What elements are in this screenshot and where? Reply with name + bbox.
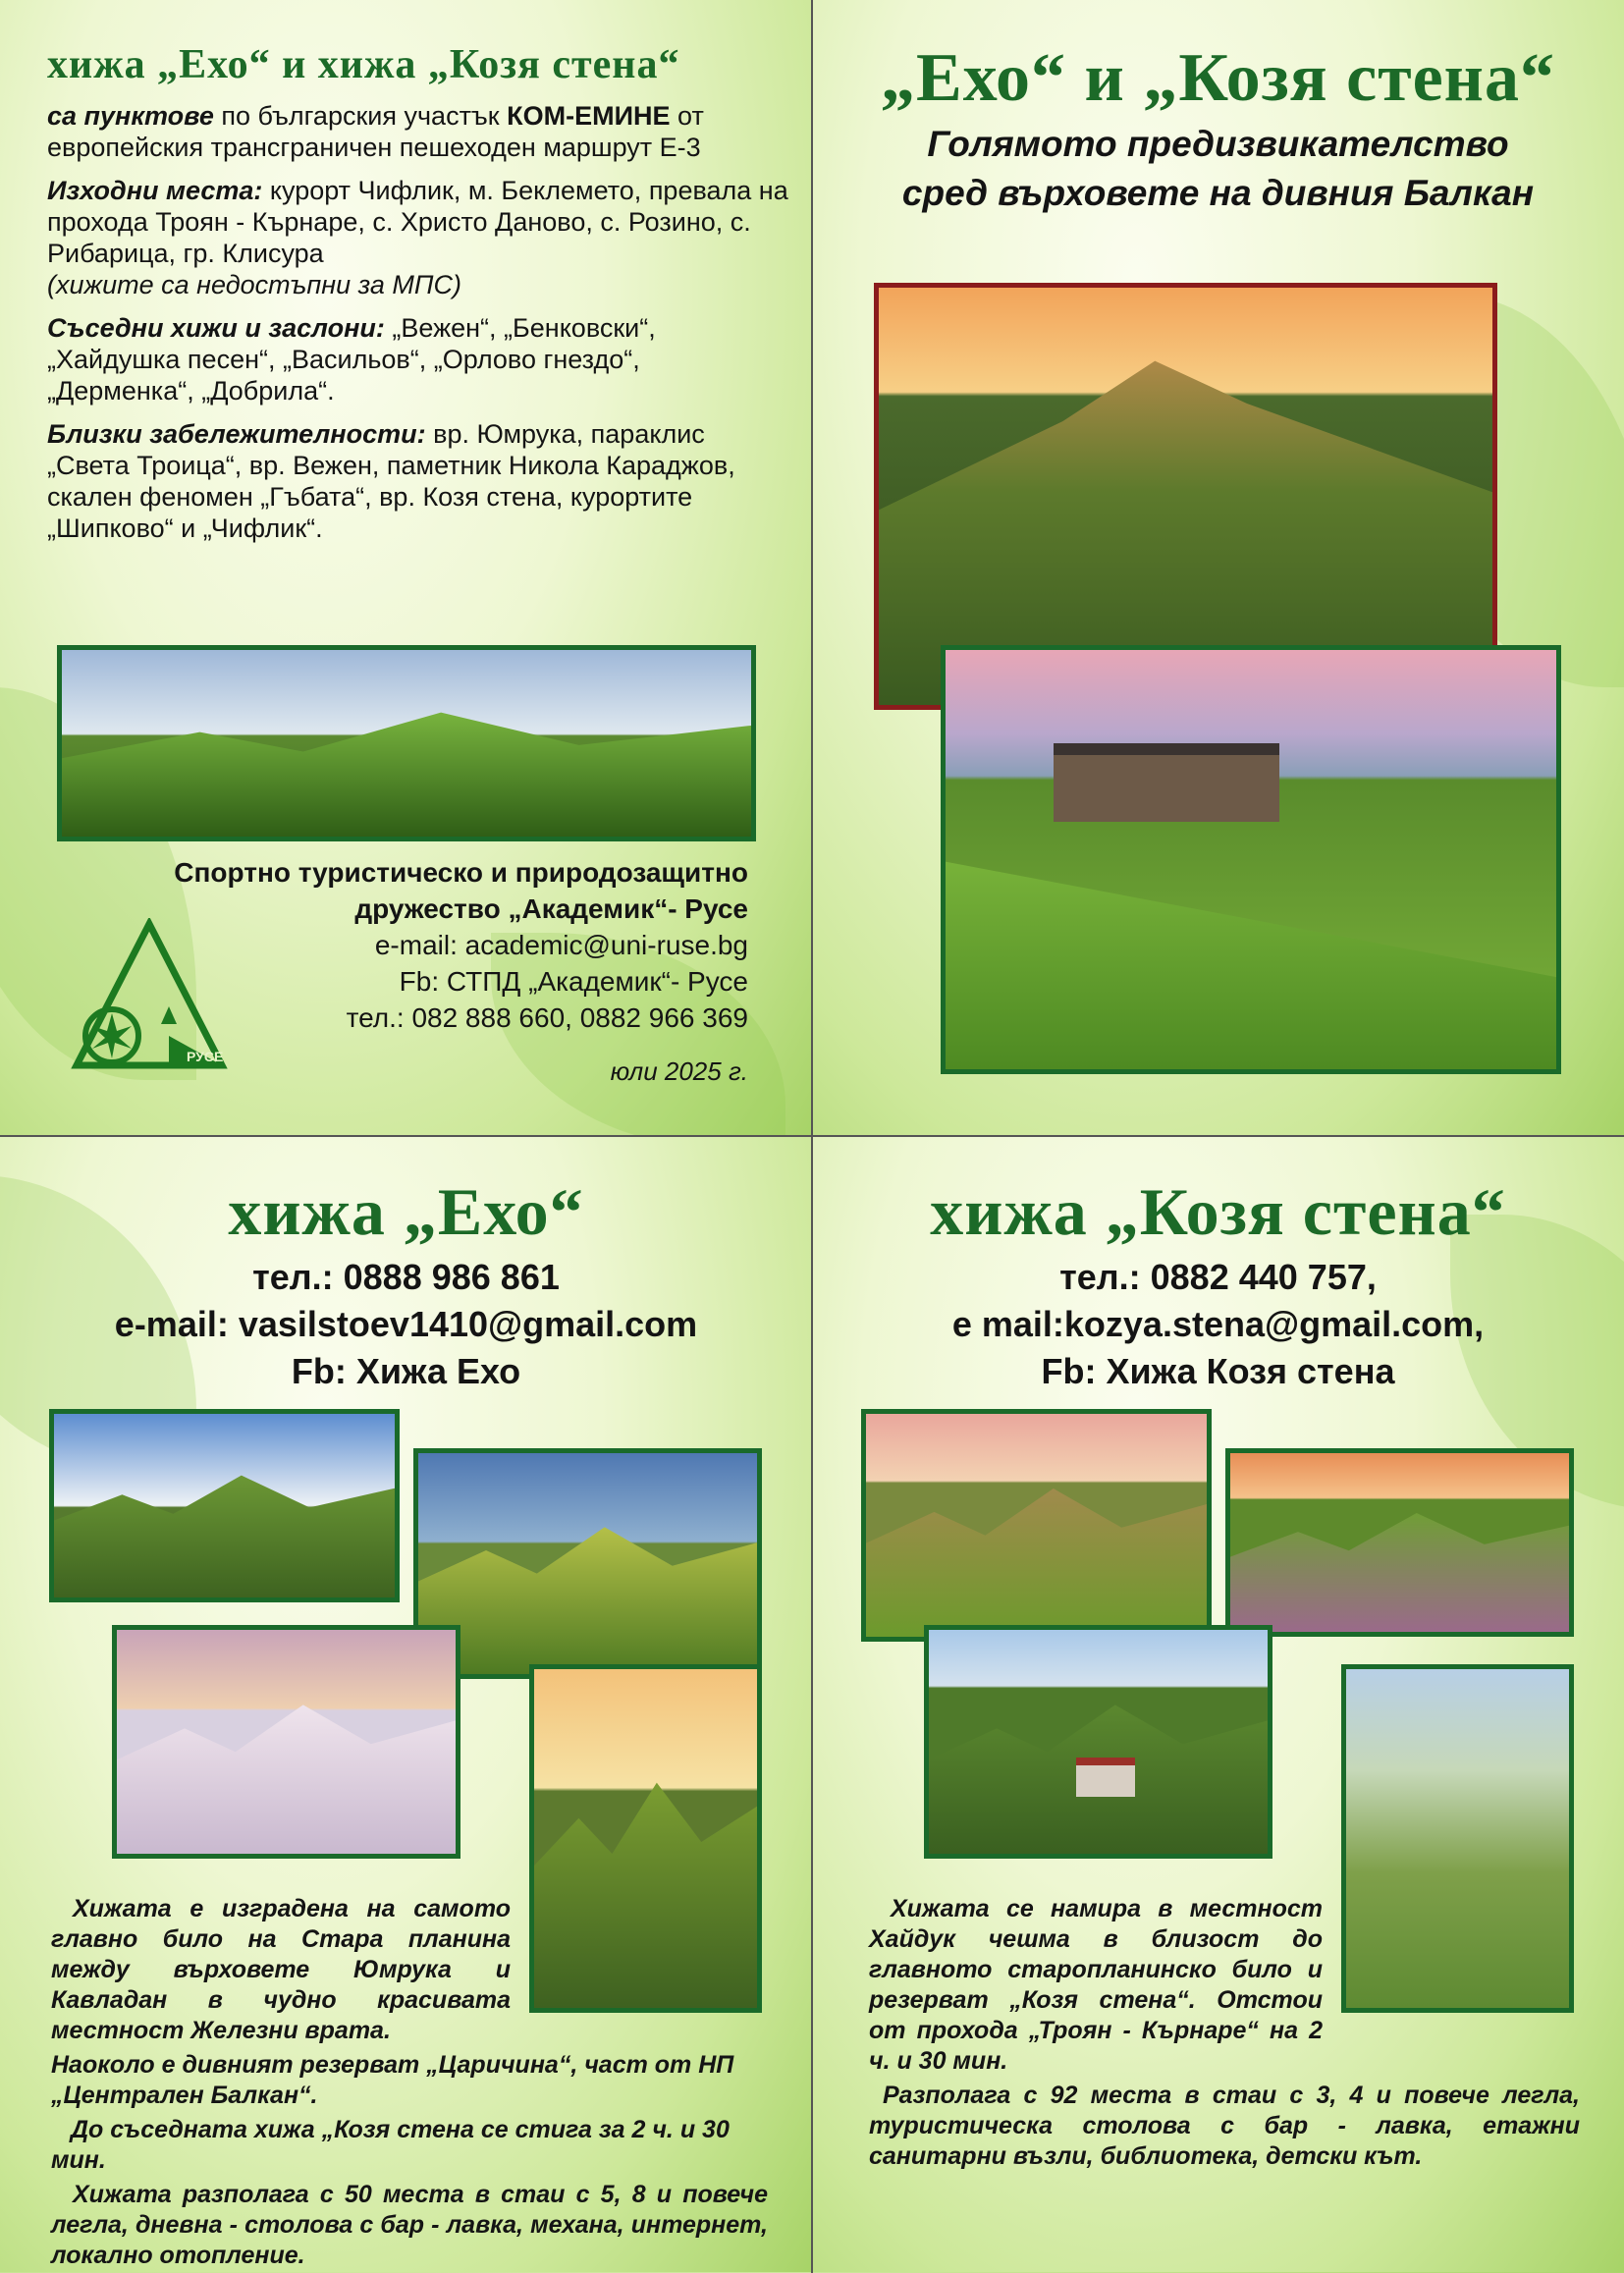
org-name-line2: дружество „Академик“- Русе xyxy=(354,893,748,924)
hut-eho-title: хижа „Ехо“ xyxy=(228,1174,584,1249)
hut-kozya-stena-email[interactable]: e mail:kozya.stena@gmail.com, xyxy=(951,1304,1485,1344)
neighbour-huts xyxy=(47,312,793,406)
org-name-line1: Спортно туристическо и природозащитно xyxy=(174,857,748,888)
subtitle-line1: Голямото предизвикателство xyxy=(927,124,1509,164)
hut-kozya-stena-facebook[interactable]: Fb: Хижа Козя стена xyxy=(1041,1351,1395,1391)
hut-eho-contacts xyxy=(0,1254,812,1395)
intro-body: по българския участък xyxy=(213,101,508,131)
intro-text xyxy=(47,100,793,163)
starting-points xyxy=(47,175,793,300)
photo-kozya-stena-rock xyxy=(861,1409,1212,1642)
brochure-title: „Ехо“ и „Козя стена“ xyxy=(881,40,1555,116)
hut-eho-para2: До съседната хижа „Козя стена се стига за 2 ч. и 30 мин. xyxy=(51,2116,730,2174)
panel-bottom-left xyxy=(0,1136,812,2272)
info-text-column xyxy=(47,100,793,544)
photo-winter-hut xyxy=(112,1625,460,1859)
hut-kozya-stena-title: хижа „Козя стена“ xyxy=(930,1174,1506,1249)
hut-eho-para1: Хижата е изградена на самото главно било на Стара планина между върховете Юмрука и Кавладан в чудно красивата местност Железни врата. xyxy=(51,1895,511,2044)
neighbour-huts-label: Съседни хижи и заслони: xyxy=(47,313,385,343)
hut-kozya-stena-para1: Хижата се намира в местност Хайдук чешма в близост до главното старопланинско било и резерват „Козя стена“. Отстои от прохода „Троян - Кърнаре“ на 2 ч. и 30 мин. xyxy=(869,1895,1323,2075)
photo-hikers xyxy=(49,1409,400,1602)
hut-eho-para3: Хижата разполага с 50 места в стаи с 5, 8 и повече легла, дневна - столова с бар - лавка, механа, интернет, локално отопление. xyxy=(51,2181,768,2269)
neighbour-huts-text: „Вежен“, „Бенковски“, „Хайдушка песен“, „Васильов“, „Орлово гнездо“, „Дерменка“, „Добрила“. xyxy=(47,313,656,406)
fold-line-horizontal xyxy=(0,1135,1624,1137)
starting-points-label: Изходни места: xyxy=(47,176,263,205)
hut-kozya-stena-description xyxy=(869,1894,1580,2176)
intro-lead: са пунктове xyxy=(47,101,214,131)
hut-kozya-stena-para2: Разполага с 92 места в стаи с 3, 4 и повече легла, туристическа столова с бар - лавка, етажни санитарни възли, библиотека, детски кът. xyxy=(869,2082,1580,2170)
hut-building xyxy=(1054,743,1279,822)
hut-kozya-stena-contacts xyxy=(812,1254,1624,1395)
org-phone: тел.: 082 888 660, 0882 966 369 xyxy=(346,1002,748,1033)
date: юли 2025 г. xyxy=(610,1056,748,1086)
subtitle-line2: сред върховете на дивния Балкан xyxy=(901,173,1535,213)
panel-top-left xyxy=(0,0,812,1136)
org-facebook[interactable]: Fb: СТПД „Академик“- Русе xyxy=(399,966,748,997)
route-name: КОМ-ЕМИНЕ xyxy=(507,101,671,131)
hut-eho-phone: тел.: 0888 986 861 xyxy=(252,1257,560,1297)
hut-eho-email[interactable]: e-mail: vasilstoev1410@gmail.com xyxy=(114,1304,698,1344)
panel-bottom-right xyxy=(812,1136,1624,2272)
photo-hut-kozya-stena xyxy=(924,1625,1272,1859)
brochure-subtitle xyxy=(812,120,1624,218)
starting-points-text: курорт Чифлик, м. Беклемето, превала на прохода Троян - Кърнаре, с. Христо Даново, с. Розино, с. Рибарица, гр. Клисура xyxy=(47,176,788,268)
nearby-sights-label: Близки забележителности: xyxy=(47,419,426,449)
photo-green-hills xyxy=(413,1448,762,1679)
hut-eho-facebook[interactable]: Fb: Хижа Ехо xyxy=(291,1351,521,1391)
hut-building xyxy=(1076,1758,1135,1797)
panel-title: хижа „Ехо“ и хижа „Козя стена“ xyxy=(47,42,680,87)
hut-kozya-stena-phone: тел.: 0882 440 757, xyxy=(1059,1257,1377,1297)
hut-eho-para1b: Наоколо е дивният резерват „Царичина“, част от НП „Централен Балкан“. xyxy=(51,2051,734,2109)
starting-points-note: (хижите са недостъпни за МПС) xyxy=(47,270,461,299)
nearby-sights xyxy=(47,418,793,544)
panel-top-right xyxy=(812,0,1624,1136)
org-email[interactable]: e-mail: academic@uni-ruse.bg xyxy=(374,930,748,960)
intro-body-2: от европейския трансграничен пешеходен маршрут Е-3 xyxy=(47,101,704,162)
logo-text: РУСЕ xyxy=(187,1049,224,1064)
hut-eho-description xyxy=(51,1894,768,2272)
photo-hut-eho xyxy=(941,645,1561,1074)
photo-mountain-ridge xyxy=(57,645,756,841)
org-block xyxy=(157,854,748,1087)
nearby-sights-text: вр. Юмрука, параклис „Света Троица“, вр. Вежен, паметник Никола Караджов, скален феномен „Гъбата“, вр. Козя стена, курортите „Шипково“ и „Чифлик“. xyxy=(47,419,735,543)
org-logo-icon xyxy=(71,918,228,1075)
photo-meadow-flowers xyxy=(1225,1448,1574,1637)
